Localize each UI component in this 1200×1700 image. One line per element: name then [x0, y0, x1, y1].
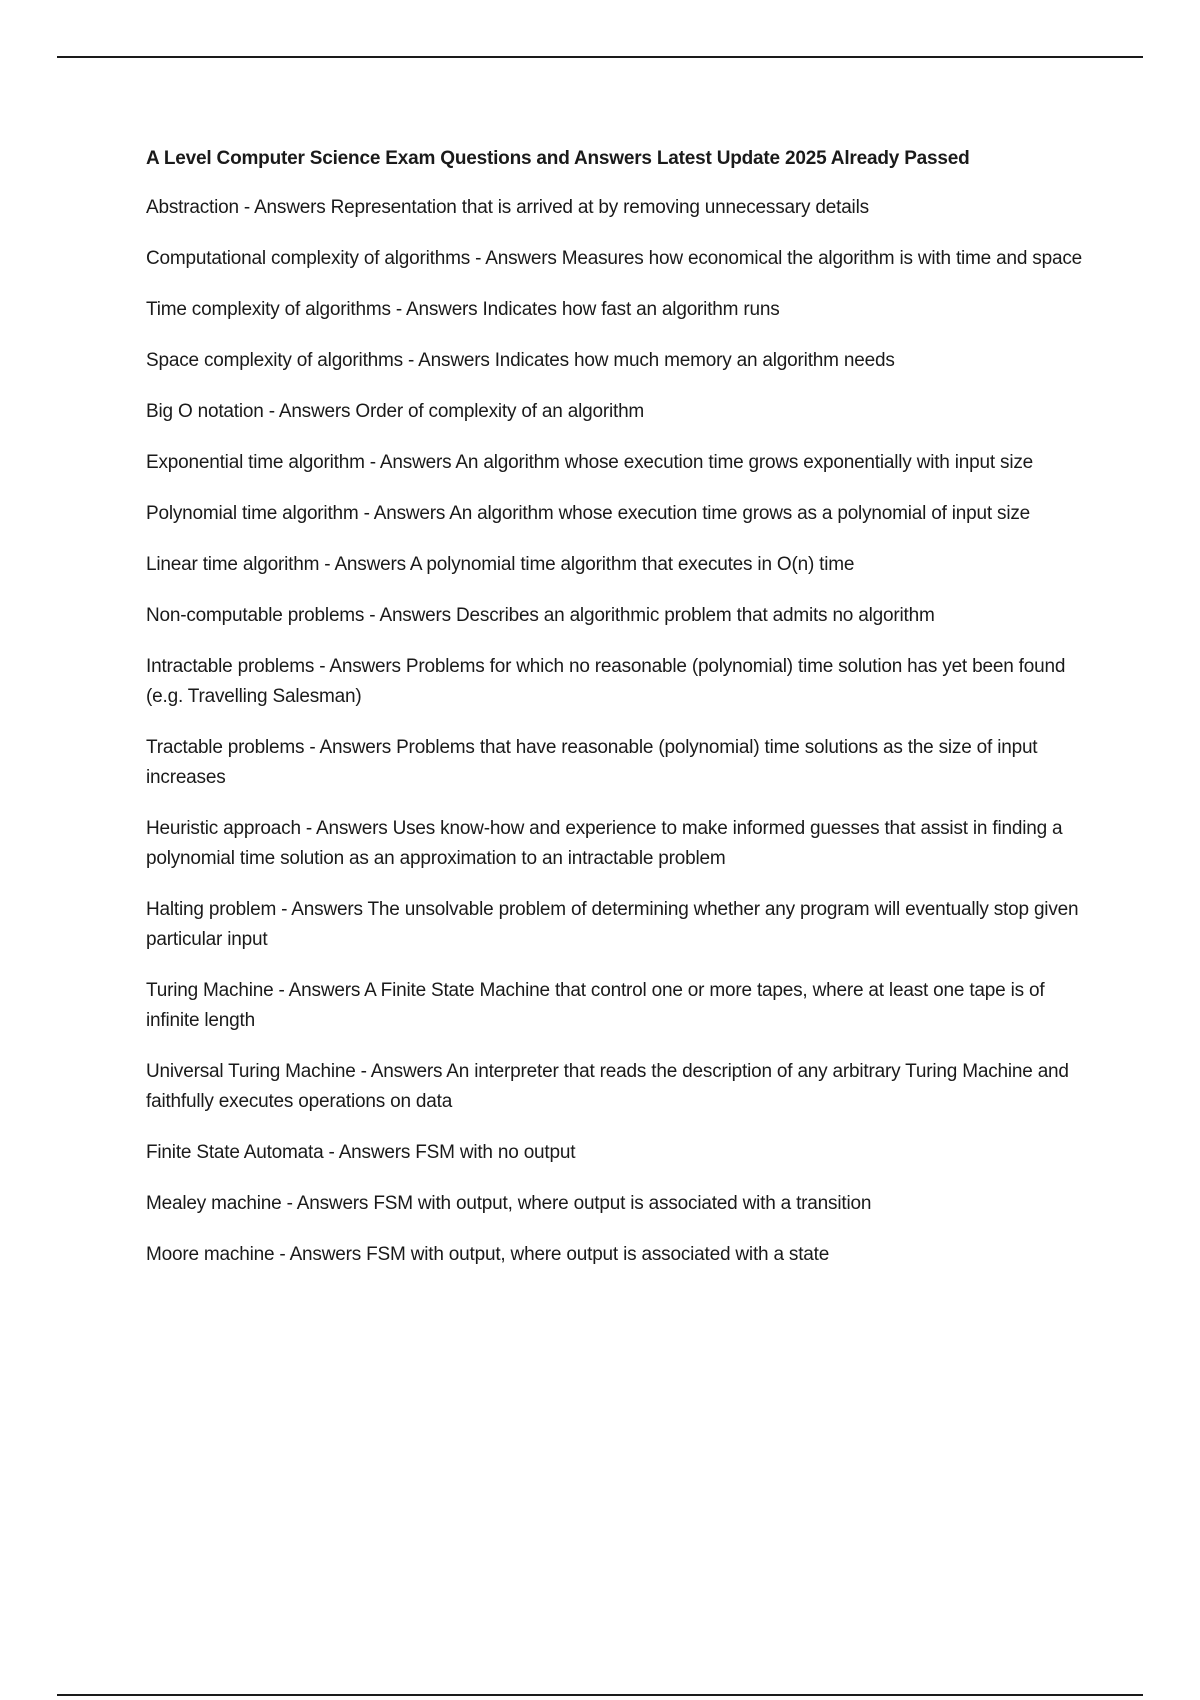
qa-item: Universal Turing Machine - Answers An interpreter that reads the description of any arbitrary Turing Machine and faithfully executes operations on data — [146, 1061, 1069, 1112]
qa-item: Abstraction - Answers Representation that is arrived at by removing unnecessary details — [146, 197, 869, 218]
footer-rule — [57, 1694, 1143, 1696]
qa-item: Halting problem - Answers The unsolvable problem of determining whether any program will eventually stop given particular input — [146, 899, 1079, 950]
document-title: A Level Computer Science Exam Questions and Answers Latest Update 2025 Already Passed — [146, 148, 970, 169]
qa-item: Non-computable problems - Answers Describes an algorithmic problem that admits no algorithm — [146, 605, 935, 626]
qa-item: Turing Machine - Answers A Finite State Machine that control one or more tapes, where at least one tape is of infinite length — [146, 980, 1045, 1031]
header-rule — [57, 56, 1143, 58]
qa-item: Mealey machine - Answers FSM with output, where output is associated with a transition — [146, 1193, 872, 1214]
qa-item: Polynomial time algorithm - Answers An algorithm whose execution time grows as a polynomial of input size — [146, 503, 1031, 524]
qa-item: Moore machine - Answers FSM with output, where output is associated with a state — [146, 1244, 830, 1265]
qa-item: Tractable problems - Answers Problems that have reasonable (polynomial) time solutions as the size of input increases — [146, 737, 1038, 788]
qa-item: Linear time algorithm - Answers A polynomial time algorithm that executes in O(n) time — [146, 554, 855, 575]
qa-item: Computational complexity of algorithms - Answers Measures how economical the algorithm is with time and space — [146, 248, 1083, 269]
qa-item: Intractable problems - Answers Problems for which no reasonable (polynomial) time solution has yet been found (e.g. Travelling Salesman) — [146, 656, 1066, 707]
qa-item: Time complexity of algorithms - Answers Indicates how fast an algorithm runs — [146, 299, 780, 320]
qa-item: Space complexity of algorithms - Answers Indicates how much memory an algorithm needs — [146, 350, 895, 371]
document-body — [146, 146, 1091, 1291]
qa-item: Exponential time algorithm - Answers An algorithm whose execution time grows exponentially with input size — [146, 452, 1034, 473]
qa-list — [146, 193, 1091, 1270]
qa-item: Big O notation - Answers Order of complexity of an algorithm — [146, 401, 645, 422]
qa-item: Heuristic approach - Answers Uses know-how and experience to make informed guesses that assist in finding a polynomial time solution as an approximation to an intractable problem — [146, 818, 1063, 869]
qa-item: Finite State Automata - Answers FSM with no output — [146, 1142, 576, 1163]
